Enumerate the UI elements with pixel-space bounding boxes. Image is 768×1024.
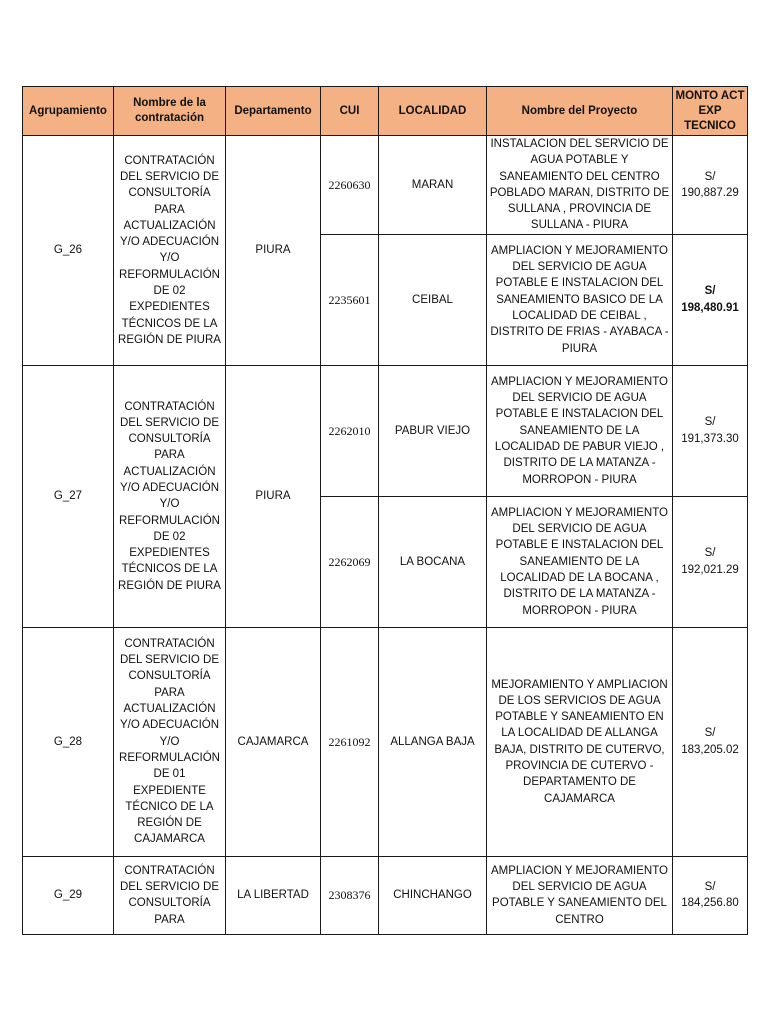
agrupamiento-cell: G_29 — [23, 856, 114, 934]
contratacion-cell: CONTRATACIÓN DEL SERVICIO DE CONSULTORÍA PARA — [114, 856, 226, 934]
localidad-cell: PABUR VIEJO — [379, 365, 487, 496]
contratacion-cell: CONTRATACIÓN DEL SERVICIO DE CONSULTORÍA PARA ACTUALIZACIÓN Y/O ADECUACIÓN Y/O REFORMULACIÓN DE 02 EXPEDIENTES TÉCNICOS DE LA REGIÓN DE PIURA — [114, 365, 226, 627]
departamento-cell: PIURA — [226, 365, 321, 627]
proyecto-cell: AMPLIACION Y MEJORAMIENTO DEL SERVICIO DE AGUA POTABLE E INSTALACION DEL SANEAMIENTO DE LA LOCALIDAD DE LA BOCANA , DISTRITO DE LA MATANZA - MORROPON - PIURA — [487, 496, 673, 627]
cui-cell: 2308376 — [321, 856, 379, 934]
cui-cell: 2262010 — [321, 365, 379, 496]
header-agrupamiento: Agrupamiento — [23, 87, 114, 136]
localidad-cell: MARAN — [379, 136, 487, 235]
departamento-cell: PIURA — [226, 136, 321, 366]
contratacion-cell: CONTRATACIÓN DEL SERVICIO DE CONSULTORÍA PARA ACTUALIZACIÓN Y/O ADECUACIÓN Y/O REFORMULACIÓN DE 01 EXPEDIENTE TÉCNICO DE LA REGIÓN DE CAJAMARCA — [114, 627, 226, 856]
agrupamiento-cell: G_27 — [23, 365, 114, 627]
localidad-cell: LA BOCANA — [379, 496, 487, 627]
cui-cell: 2260630 — [321, 136, 379, 235]
table-row — [23, 627, 748, 856]
header-nombre-contratacion: Nombre de la contratación — [114, 87, 226, 136]
localidad-cell: CHINCHANGO — [379, 856, 487, 934]
table-row — [23, 856, 748, 934]
table-row — [23, 365, 748, 496]
departamento-cell: CAJAMARCA — [226, 627, 321, 856]
proyecto-cell: AMPLIACION Y MEJORAMIENTO DEL SERVICIO DE AGUA POTABLE E INSTALACION DEL SANEAMIENTO DE LA LOCALIDAD DE PABUR VIEJO , DISTRITO DE LA MATANZA - MORROPON - PIURA — [487, 365, 673, 496]
proyecto-cell: INSTALACION DEL SERVICIO DE AGUA POTABLE Y SANEAMIENTO DEL CENTRO POBLADO MARAN, DISTRITO DE SULLANA , PROVINCIA DE SULLANA - PIURA — [487, 136, 673, 235]
cui-cell: 2261092 — [321, 627, 379, 856]
monto-cell: S/ 191,373.30 — [673, 365, 748, 496]
cui-cell: 2262069 — [321, 496, 379, 627]
header-nombre-proyecto: Nombre del Proyecto — [487, 87, 673, 136]
monto-cell: S/ 192,021.29 — [673, 496, 748, 627]
header-departamento: Departamento — [226, 87, 321, 136]
header-row — [23, 87, 748, 136]
localidad-cell: ALLANGA BAJA — [379, 627, 487, 856]
monto-cell: S/ 190,887.29 — [673, 136, 748, 235]
table-row — [23, 136, 748, 235]
proyecto-cell: AMPLIACION Y MEJORAMIENTO DEL SERVICIO DE AGUA POTABLE E INSTALACION DEL SANEAMIENTO BASICO DE LA LOCALIDAD DE CEIBAL , DISTRITO DE FRIAS - AYABACA - PIURA — [487, 234, 673, 365]
monto-cell: S/ 183,205.02 — [673, 627, 748, 856]
agrupamiento-cell: G_26 — [23, 136, 114, 366]
proyecto-cell: AMPLIACION Y MEJORAMIENTO DEL SERVICIO DE AGUA POTABLE Y SANEAMIENTO DEL CENTRO — [487, 856, 673, 934]
header-cui: CUI — [321, 87, 379, 136]
header-monto: MONTO ACT EXP TECNICO — [673, 87, 748, 136]
proyecto-cell: MEJORAMIENTO Y AMPLIACION DE LOS SERVICIOS DE AGUA POTABLE Y SANEAMIENTO EN LA LOCALIDAD DE ALLANGA BAJA, DISTRITO DE CUTERVO, PROVINCIA DE CUTERVO - DEPARTAMENTO DE CAJAMARCA — [487, 627, 673, 856]
header-localidad: LOCALIDAD — [379, 87, 487, 136]
departamento-cell: LA LIBERTAD — [226, 856, 321, 934]
contratacion-cell: CONTRATACIÓN DEL SERVICIO DE CONSULTORÍA PARA ACTUALIZACIÓN Y/O ADECUACIÓN Y/O REFORMULACIÓN DE 02 EXPEDIENTES TÉCNICOS DE LA REGIÓN DE PIURA — [114, 136, 226, 366]
localidad-cell: CEIBAL — [379, 234, 487, 365]
projects-table — [22, 86, 748, 935]
agrupamiento-cell: G_28 — [23, 627, 114, 856]
monto-cell: S/ 198,480.91 — [673, 234, 748, 365]
cui-cell: 2235601 — [321, 234, 379, 365]
monto-cell: S/ 184,256.80 — [673, 856, 748, 934]
